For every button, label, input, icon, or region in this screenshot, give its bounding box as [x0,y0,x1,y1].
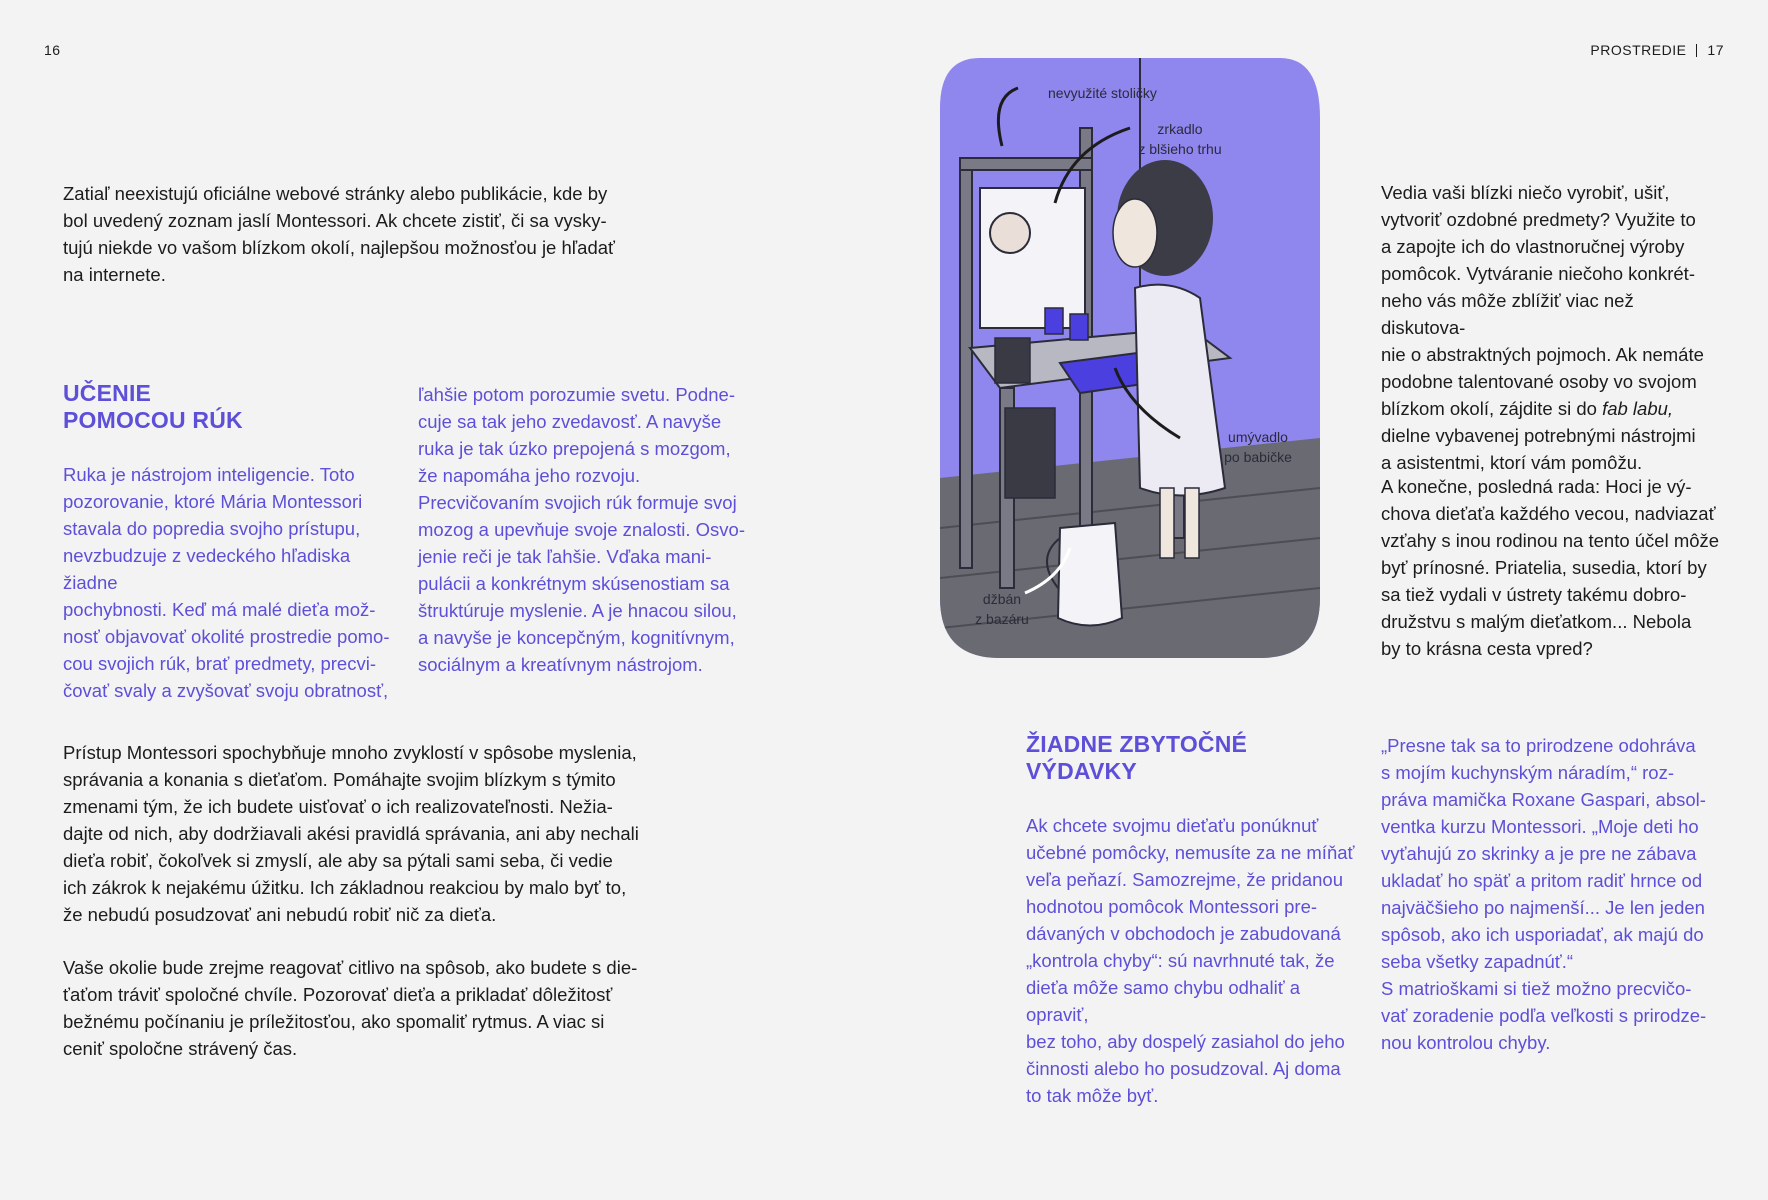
text-line: na internete. [63,264,166,285]
text-line: bol uvedený zoznam jaslí Montessori. Ak chcete zistiť, či sa vysky- [63,210,607,231]
text-line: Ak chcete svojmu dieťaťu ponúknuť [1026,815,1319,836]
text-line: ceniť spoločne strávený čas. [63,1038,298,1059]
text-line: že nebudú posudzovať ani nebudú robiť nič za dieťa. [63,904,497,925]
ucenie-column-1 [63,461,403,704]
text-line: pochybnosti. Keď má malé dieťa mož- [63,599,376,620]
section-name: PROSTREDIE [1590,42,1687,58]
ucenie-column-2 [418,381,758,678]
text-line: „Presne tak sa to prirodzene odohráva [1381,735,1696,756]
child-leg [1160,488,1174,558]
text-line [1381,395,1721,422]
page-number-right: 17 [1707,42,1724,58]
heading-line: VÝDAVKY [1026,758,1137,784]
text-line: tujú niekde vo vašom blízkom okolí, najlepšou možnosťou je hľadať [63,237,615,258]
text-line: práva mamička Roxane Gaspari, absol- [1381,789,1706,810]
text-line: vzťahy s inou rodinou na tento účel môže [1381,530,1720,551]
text-line: A konečne, posledná rada: Hoci je vý- [1381,476,1692,497]
text-line: seba všetky zapadnúť.“ [1381,951,1574,972]
text-line: a zapojte ich do vlastnoručnej výroby [1381,236,1685,257]
text-line: ťaťom tráviť spoločné chvíle. Pozorovať dieťa a prikladať dôležitosť [63,984,613,1005]
stool-leg-left [960,168,972,568]
heading-zbytocne [1026,731,1247,785]
text-line: správania a konania s dieťaťom. Pomáhajte svojim blízkym s týmito [63,769,616,790]
bathroom-illustration [940,58,1320,658]
cup-icon [1045,308,1063,334]
text-line: to tak môže byť. [1026,1085,1159,1106]
text-line: ľahšie potom porozumie svetu. Podne- [418,384,735,405]
text-line: bez toho, aby dospelý zasiahol do jeho [1026,1031,1345,1052]
heading-line: POMOCOU RÚK [63,407,243,433]
text-line: a navyše je koncepčným, kognitívnym, [418,627,735,648]
text-line: dávaných v obchodoch je zabudovaná [1026,923,1341,944]
intro-paragraph [63,180,653,288]
text-line: chova dieťaťa každého vecou, nadviazať [1381,503,1716,524]
heading-line: UČENIE [63,380,152,406]
text-line: dajte od nich, aby dodržiavali akési pravidlá správania, ani aby nechali [63,823,639,844]
text-line: vyťahujú zo skrinky a je pre ne zábava [1381,843,1697,864]
text-line: družstvu s malým dieťatkom... Nebola [1381,611,1692,632]
towel [1005,408,1055,498]
text-line: byť prínosné. Priatelia, susedia, ktorí by [1381,557,1707,578]
text-line: ich zákrok k nejakému úžitku. Ich základnou reakciou by malo byť to, [63,877,627,898]
text-line: sa tiež vydali v ústrety takému dobro- [1381,584,1687,605]
label-jug-2: z bazáru [975,611,1029,627]
zbytocne-column-1 [1026,812,1366,1109]
text-line: nevzbudzuje z vedeckého hľadiska žiadne [63,545,351,593]
text-line: že napomáha jeho rozvoju. [418,465,641,486]
text-line: stavala do popredia svojho prístupu, [63,518,361,539]
pristup-paragraph-1 [63,739,663,928]
text-line: dielne vybavenej potrebnými nástrojmi [1381,425,1696,446]
text-line: S matrioškami si tiež možno precvičo- [1381,978,1692,999]
text-line: sociálnym a kreatívnym nástrojom. [418,654,703,675]
label-sink-2: po babičke [1224,449,1292,465]
text-line: Vaše okolie bude zrejme reagovať citlivo na spôsob, ako budete s die- [63,957,638,978]
text-line: Precvičovaním svojich rúk formuje svoj [418,492,737,513]
text-line: vať zoradenie podľa veľkosti s prirodze- [1381,1005,1707,1026]
text-line: s mojím kuchynským náradím,“ roz- [1381,762,1674,783]
text-line: pomôcok. Vytváranie niečoho konkrét- [1381,263,1695,284]
text-line: jenie reči je tak ľahšie. Vďaka mani- [418,546,712,567]
label-mirror-1: zrkadlo [1157,121,1203,137]
cup-icon [1070,314,1088,340]
text-line: cuje sa tak jeho zvedavosť. A navyše [418,411,722,432]
text-line: nou kontrolou chyby. [1381,1032,1551,1053]
text-line: ruka je tak úzko prepojená s mozgom, [418,438,731,459]
text-line: nie o abstraktných pojmoch. Ak nemáte [1381,344,1704,365]
jug [1058,523,1122,626]
text-line: Vedia vaši blízki niečo vyrobiť, ušiť, [1381,182,1670,203]
text-line: čovať svaly a zvyšovať svoju obratnosť, [63,680,389,701]
zbytocne-column-2 [1381,732,1721,1056]
text-line: činnosti alebo ho posudzoval. Aj doma [1026,1058,1341,1079]
text-line: veľa peňazí. Samozrejme, že pridanou [1026,869,1343,890]
text-line: ukladať ho späť a pritom radiť hrnce od [1381,870,1703,891]
text-line: dieťa môže samo chybu odhaliť a opraviť, [1026,977,1301,1025]
label-stools: nevyužité stoličky [1048,85,1157,101]
toothbrush-holder [995,338,1030,383]
text-line: spôsob, ako ich usporiadať, ak majú do [1381,924,1704,945]
heading-line: ŽIADNE ZBYTOČNÉ [1026,731,1248,757]
text-segment: blízkom okolí, zájdite si do [1381,398,1597,419]
label-jug-1: džbán [982,591,1022,607]
text-line: by to krásna cesta vpred? [1381,638,1593,659]
child-face [1113,199,1157,267]
text-line: štruktúruje myslenie. A je hnacou silou, [418,600,737,621]
text-line: Prístup Montessori spochybňuje mnoho zvyklostí v spôsobe myslenia, [63,742,637,763]
text-line: dieťa robiť, čokoľvek si zmyslí, ale aby sa pýtali sami seba, či vedie [63,850,613,871]
right-paragraph-2 [1381,473,1721,662]
running-header-right [1590,42,1724,58]
text-line: „kontrola chyby“: sú navrhnuté tak, že [1026,950,1335,971]
mirror-reflection [990,213,1030,253]
page-number-left: 16 [44,42,61,58]
pristup-paragraph-2 [63,954,663,1062]
text-line: vytvoriť ozdobné predmety? Využite to [1381,209,1696,230]
right-paragraph-1 [1381,179,1721,476]
text-line: Zatiaľ neexistujú oficiálne webové stránky alebo publikácie, kde by [63,183,608,204]
label-mirror-2: z blšieho trhu [1138,141,1222,157]
text-line: pozorovanie, ktoré Mária Montessori [63,491,363,512]
text-line: najväčšieho po najmenší... Je len jeden [1381,897,1705,918]
heading-ucenie [63,380,243,434]
text-line: podobne talentované osoby vo svojom [1381,371,1697,392]
label-sink-1: umývadlo [1228,429,1288,445]
mirror [980,188,1085,328]
text-line: nosť objavovať okolité prostredie pomo- [63,626,390,647]
text-line: Ruka je nástrojom inteligencie. Toto [63,464,355,485]
text-line: pulácii a konkrétnym skúsenostiam sa [418,573,730,594]
text-line: a asistentmi, ktorí vám pomôžu. [1381,452,1643,473]
text-line: neho vás môže zblížiť viac než diskutova- [1381,290,1634,338]
header-separator [1696,44,1697,57]
text-line: mozog a upevňuje svoje znalosti. Osvo- [418,519,746,540]
text-line: učebné pomôcky, nemusíte za ne míňať [1026,842,1355,863]
text-line: zmenami tým, že ich budete uisťovať o ich realizovateľnosti. Nežia- [63,796,613,817]
fab-lab-term: fab labu, [1602,398,1674,419]
text-line: bežnému počínaniu je príležitosťou, ako spomaliť rytmus. A viac si [63,1011,605,1032]
text-line: ventka kurzu Montessori. „Moje deti ho [1381,816,1699,837]
child-leg [1185,488,1199,558]
text-line: cou svojich rúk, brať predmety, precvi- [63,653,376,674]
text-line: hodnotou pomôcok Montessori pre- [1026,896,1318,917]
